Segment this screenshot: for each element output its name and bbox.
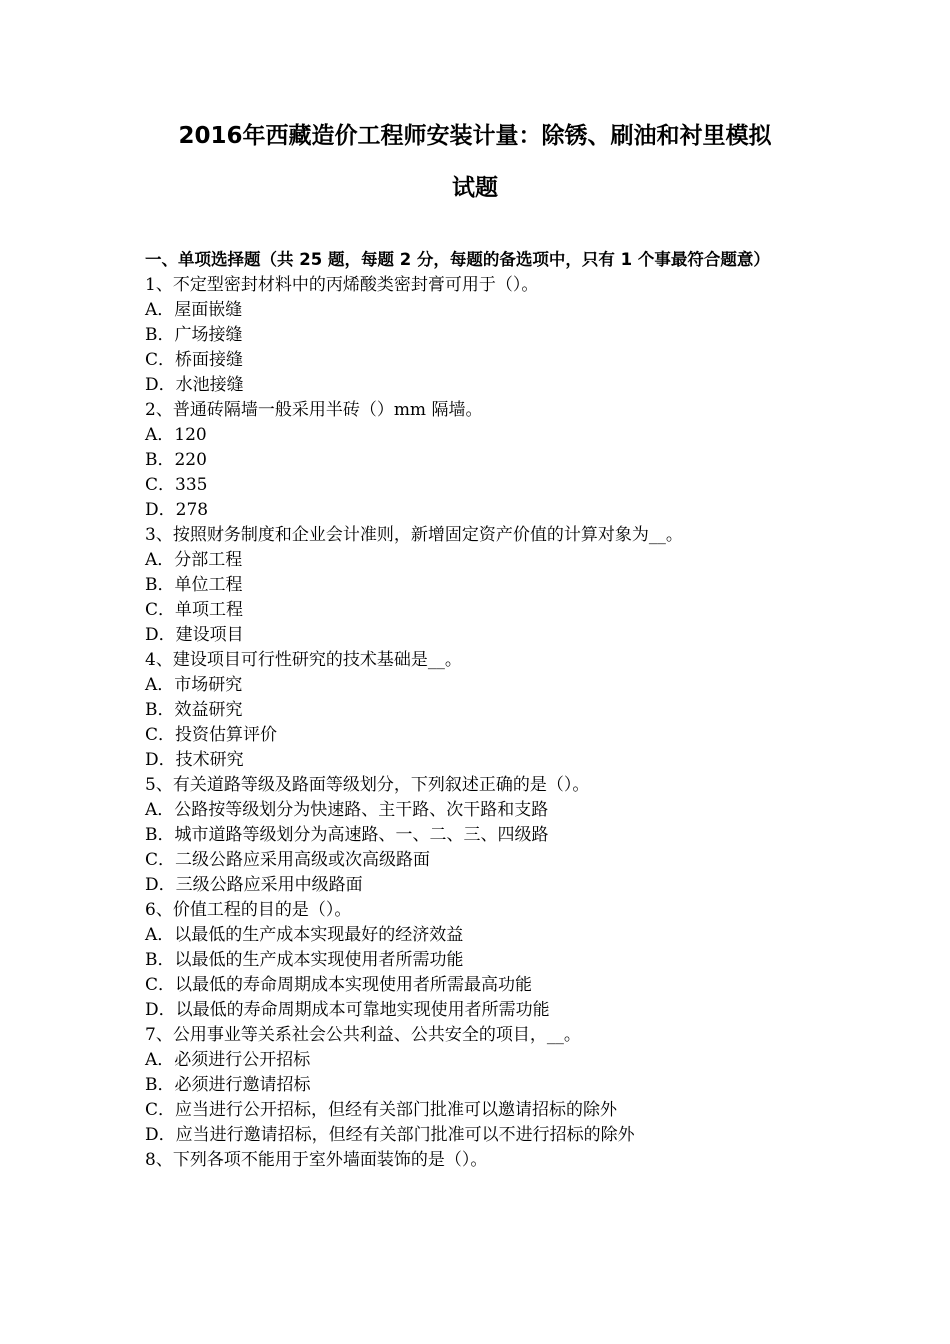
question-stem: 5、有关道路等级及路面等级划分，下列叙述正确的是（）。 [145,775,590,795]
answer-option: C．应当进行公开招标，但经有关部门批准可以邀请招标的除外 [145,1100,618,1120]
question-item [145,648,810,773]
question-stem: 7、公用事业等关系社会公共利益、公共安全的项目，__。 [145,1025,581,1045]
question-item [145,398,810,523]
question-item [145,898,810,1023]
question-list [145,273,810,1173]
question-item [145,523,810,648]
question-item [145,773,810,898]
answer-option: D．278 [145,500,209,520]
section-heading: 一、单项选择题（共 25 题，每题 2 分，每题的备选项中，只有 1 个事最符合题意） [145,250,770,269]
answer-option: C．335 [145,475,208,495]
document-title-line-2: 试题 [452,175,498,201]
answer-option: A．以最低的生产成本实现最好的经济效益 [145,925,464,945]
question-stem: 4、建设项目可行性研究的技术基础是__。 [145,650,462,670]
answer-option: B．效益研究 [145,700,243,720]
question-stem: 1、不定型密封材料中的丙烯酸类密封膏可用于（）。 [145,275,539,295]
answer-option: A．分部工程 [145,550,243,570]
question-stem: 6、价值工程的目的是（）。 [145,900,352,920]
answer-option: A．市场研究 [145,675,243,695]
answer-option: B．单位工程 [145,575,243,595]
question-stem: 8、下列各项不能用于室外墙面装饰的是（）。 [145,1150,488,1170]
answer-option: B．城市道路等级划分为高速路、一、二、三、四级路 [145,825,549,845]
question-item [145,1023,810,1148]
answer-option: D．水池接缝 [145,375,244,395]
answer-option: D．技术研究 [145,750,244,770]
answer-option: A．120 [145,425,207,445]
answer-option: A．公路按等级划分为快速路、主干路、次干路和支路 [145,800,549,820]
answer-option: B．广场接缝 [145,325,243,345]
answer-option: D．应当进行邀请招标，但经有关部门批准可以不进行招标的除外 [145,1125,635,1145]
question-item [145,1148,810,1173]
answer-option: C．单项工程 [145,600,244,620]
document-body [145,248,810,1173]
answer-option: B．以最低的生产成本实现使用者所需功能 [145,950,464,970]
answer-option: B．必须进行邀请招标 [145,1075,311,1095]
question-stem: 2、普通砖隔墙一般采用半砖（）mm 隔墙。 [145,400,483,420]
answer-option: A．屋面嵌缝 [145,300,243,320]
question-stem: 3、按照财务制度和企业会计准则，新增固定资产价值的计算对象为__。 [145,525,683,545]
answer-option: D．建设项目 [145,625,244,645]
answer-option: B．220 [145,450,207,470]
answer-option: C．二级公路应采用高级或次高级路面 [145,850,431,870]
answer-option: A．必须进行公开招标 [145,1050,311,1070]
answer-option: C．桥面接缝 [145,350,244,370]
question-item [145,273,810,398]
answer-option: D．三级公路应采用中级路面 [145,875,363,895]
answer-option: C．以最低的寿命周期成本实现使用者所需最高功能 [145,975,533,995]
answer-option: C．投资估算评价 [145,725,278,745]
document-title-line-1: 2016年西藏造价工程师安装计量：除锈、刷油和衬里模拟 [178,123,772,149]
answer-option: D．以最低的寿命周期成本可靠地实现使用者所需功能 [145,1000,550,1020]
